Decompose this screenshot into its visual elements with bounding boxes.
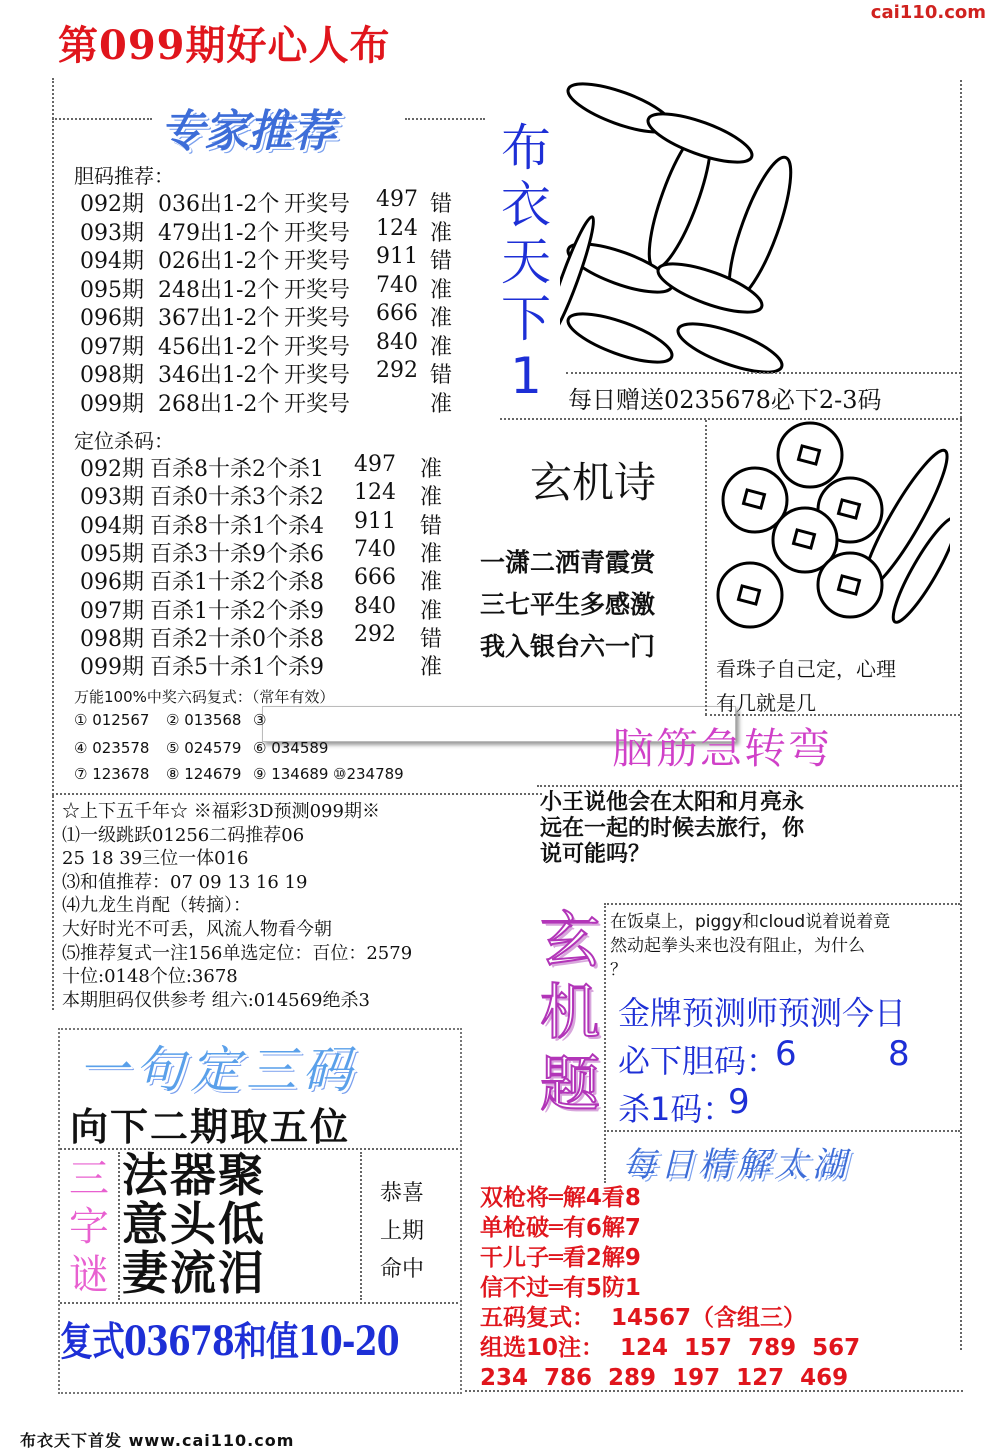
dan-pick: 036出1-2个 [158,192,280,217]
kill-row [80,480,480,511]
dan-row [80,301,480,329]
dan-row [80,216,480,244]
kill-result: 准 [420,598,443,624]
poem-line: 我入银台六一门 [480,632,656,661]
kill-label: 定位杀码： [74,429,174,453]
kill-table [80,452,480,682]
yiju-sep2 [60,1302,458,1304]
coins-image [710,420,950,645]
taihu-line: 双枪将═解4看8 [480,1185,641,1211]
six-code: ⑦ 123678 [74,765,150,783]
dan-num: 292 [376,358,418,383]
kill-issue: 094期 [80,513,144,539]
taihu-line: 组选10注： 124 157 789 567 [480,1335,861,1361]
brain-text [540,790,804,868]
footer: 布衣天下首发 www.cai110.com [20,1431,295,1450]
kill-issue: 097期 [80,598,144,624]
history-line: ⑷九龙生肖配（转摘）： [62,895,251,917]
dan-result: 错 [430,249,453,274]
yiju-riddle: 妻流泪 [122,1246,266,1300]
kill-row [80,594,480,622]
yiju-congrats-line: 命中 [380,1257,425,1282]
xuanji-question-line: ？ [610,960,627,980]
six-code-label: 万能100%中奖六码复式：（常年有效） [74,688,335,706]
kill-row [80,452,480,480]
dan-result: 准 [430,277,453,303]
buyi-char: 下 [501,290,551,348]
dan-row [80,273,480,301]
yiju-side-char: 三 [69,1156,109,1202]
dan-result: 准 [430,334,453,360]
kill-desc: 百杀8十杀2个杀1 [150,457,324,482]
decorative-32-image [560,78,830,378]
kill-issue: 096期 [80,570,144,596]
dan-label: 开奖号 [284,363,351,388]
dan-row [80,187,480,215]
kill-num: 292 [354,621,396,647]
gold-kill-label: 杀1码： [618,1090,735,1128]
dan-num: 840 [376,329,418,355]
dan-result: 错 [430,192,453,217]
taihu-line: 干儿子═看2解9 [480,1245,641,1271]
kill-result: 准 [420,457,443,482]
history-line: 十位:0148个位:3678 [62,966,238,988]
yiju-riddle: 法器聚 [122,1148,266,1202]
daily-text: 每日赠送0235678必下2-3码 [568,386,882,414]
dan-row [80,330,480,358]
page-title: 第099期好心人布 [58,22,391,69]
kill-row [80,622,480,650]
taihu-title: 每日精解太湖 [622,1145,850,1185]
six-code: ⑧ 124679 [166,765,242,783]
dan-num: 740 [376,272,418,298]
six-code: ③ [253,711,267,729]
taihu-line: 信不过═有5防1 [480,1275,641,1301]
dan-pick: 479出1-2个 [158,220,280,246]
yiju-congrats [380,1175,424,1289]
yiju-congrats-line: 恭喜 [380,1181,425,1206]
yiju-riddle: 意头低 [122,1197,266,1251]
yiju-title: 一句定三码 [78,1041,358,1099]
dan-row [80,387,480,415]
dan-label: 开奖号 [284,277,351,303]
xuanji-question-line: 然动起拳头来也没有阻止，为什么 [610,936,865,956]
dan-result: 准 [430,391,453,417]
poem-line: 一潇二洒青霞赏 [480,548,656,577]
history-line: 25 18 39三位一体016 [62,848,249,870]
dan-num: 497 [376,187,418,212]
dan-issue: 096期 [80,306,144,331]
decorative-32-svg [560,78,830,378]
kill-desc: 百杀8十杀1个杀4 [150,513,324,539]
buyi-char: 1 [510,347,542,405]
history-line: 大好时光不可丢，风流人物看今朝 [62,919,332,940]
six-code: ① 012567 [74,711,150,729]
coin-note-line: 有几就是几 [716,691,816,715]
coins-frame-left [705,420,707,715]
dan-table [80,187,480,417]
kill-desc: 百杀0十杀3个杀2 [150,485,324,511]
brain-line: 远在一起的时候去旅行，你 [540,816,805,841]
yiju-side-char: 谜 [69,1252,109,1298]
kill-result: 准 [420,541,443,567]
dan-num: 666 [376,301,418,326]
dan-result: 准 [430,306,453,331]
dan-result: 错 [430,363,453,388]
dan-label: 开奖号 [284,334,351,360]
kill-issue: 092期 [80,457,144,482]
six-code: ⑩234789 [333,765,404,783]
kill-num: 666 [354,565,396,591]
xuanji-char: 玄 [540,906,600,976]
kill-result: 准 [420,655,443,681]
gold-dan-label: 必下胆码： [618,1042,779,1080]
six-code: ⑤ 024579 [166,739,242,757]
dan-issue: 093期 [80,220,144,246]
kill-result: 错 [420,513,443,539]
poem-title: 玄机诗 [530,458,657,507]
left-frame-top [52,118,152,120]
kill-issue: 099期 [80,655,144,681]
buyi-char: 天 [501,233,551,291]
history-frame [52,795,54,1010]
taihu-line: 单枪破═有6解7 [480,1215,641,1241]
xuanji-char: 题 [540,1050,600,1120]
dan-issue: 094期 [80,249,144,274]
brain-title: 脑筋急转弯 [612,724,833,773]
history-line: ☆上下五千年☆ ※福彩3D预测099期※ [62,801,380,822]
kill-result: 准 [420,485,443,511]
dan-issue: 095期 [80,277,144,303]
kill-desc: 百杀3十杀9个杀6 [150,541,324,567]
yiju-side-char: 字 [69,1204,109,1250]
kill-desc: 百杀1十杀2个杀8 [150,570,324,596]
kill-num: 497 [354,452,396,477]
kill-num: 740 [354,536,396,562]
dan-label: 胆码推荐： [74,164,174,188]
dan-issue: 097期 [80,334,144,360]
daily-frame [566,372,961,374]
kill-num: 840 [354,593,396,619]
left-frame-top2 [405,118,485,120]
history-line: ⑶和值推荐：07 09 13 16 19 [62,871,308,893]
history-line: ⑴一级跳跃01256二码推荐06 [62,824,305,846]
buyi-char: 布 [501,119,551,177]
taihu-frame-top [604,1130,960,1132]
kill-row [80,650,480,681]
dan-label: 开奖号 [284,192,351,217]
six-code: ② 013568 [166,711,242,729]
dan-row [80,358,480,386]
dan-row [80,244,480,272]
coin-note-line: 看珠子自己定，心理 [716,657,896,681]
yiju-fushi: 复式03678和值10-20 [60,1318,399,1365]
gold-dan-b: 8 [888,1034,910,1074]
dan-pick: 456出1-2个 [158,334,280,360]
dan-result: 准 [430,220,453,246]
kill-num: 911 [354,508,396,534]
taihu-line: 五码复式： 14567（含组三） [480,1305,807,1331]
kill-desc: 百杀5十杀1个杀9 [150,655,324,681]
taihu-lines [480,1183,860,1393]
kill-result: 错 [420,626,443,652]
kill-row [80,537,480,565]
expert-heading: 专家推荐 [160,106,336,157]
dan-pick: 268出1-2个 [158,391,280,417]
site-logo: cai110.com [870,2,986,23]
xuanji-question-line: 在饭桌上，piggy和cloud说着说着竟 [610,912,891,932]
coins-svg [710,420,950,645]
kill-desc: 百杀2十杀0个杀8 [150,626,324,652]
six-code: ④ 023578 [74,739,150,757]
yiju-hint: 向下二期取五位 [70,1104,351,1149]
left-frame [52,78,54,798]
dan-pick: 367出1-2个 [158,306,280,331]
dan-label: 开奖号 [284,391,351,417]
dan-issue: 098期 [80,363,144,388]
kill-issue: 098期 [80,626,144,652]
dan-num: 911 [376,244,418,269]
dan-pick: 346出1-2个 [158,363,280,388]
brain-line: 说可能吗？ [540,842,651,867]
buyi-char: 衣 [501,176,551,234]
xuanji-question [610,910,890,982]
kill-row [80,509,480,537]
dan-pick: 248出1-2个 [158,277,280,303]
frame-right-top [960,80,962,1350]
dan-issue: 099期 [80,391,144,417]
poem-line: 三七平生多感激 [480,590,656,619]
xuanji-frame-top [604,903,960,905]
xuanji-char: 机 [540,978,600,1048]
six-code: ⑨ 134689 [253,765,329,783]
yiju-congrats-line: 上期 [380,1219,425,1244]
taihu-frame-bottom [465,1390,963,1392]
coin-note [716,652,896,720]
kill-desc: 百杀1十杀2个杀9 [150,598,324,624]
kill-result: 准 [420,570,443,596]
brain-frame-top [537,785,962,787]
kill-num: 124 [354,480,396,506]
gold-kill-val: 9 [728,1082,750,1122]
history-frame-top [52,793,542,795]
dan-label: 开奖号 [284,249,351,274]
kill-row [80,565,480,596]
kill-issue: 093期 [80,485,144,511]
six-code: ⑥ 034589 [253,739,329,757]
history-line: ⑸推荐复式一注156单选定位：百位：2579 [62,942,413,964]
dan-label: 开奖号 [284,220,351,246]
kill-issue: 095期 [80,541,144,567]
brain-line: 小王说他会在太阳和月亮永 [540,790,805,815]
dan-pick: 026出1-2个 [158,249,280,274]
dan-label: 开奖号 [284,306,351,331]
gold-dan-a: 6 [775,1034,797,1074]
history-line: 本期胆码仅供参考 组六:014569绝杀3 [62,989,370,1011]
dan-num: 124 [376,215,418,241]
dan-issue: 092期 [80,192,144,217]
gold-line1: 金牌预测师预测今日 [618,994,907,1032]
taihu-line: 234 786 289 197 127 469 [480,1365,849,1391]
